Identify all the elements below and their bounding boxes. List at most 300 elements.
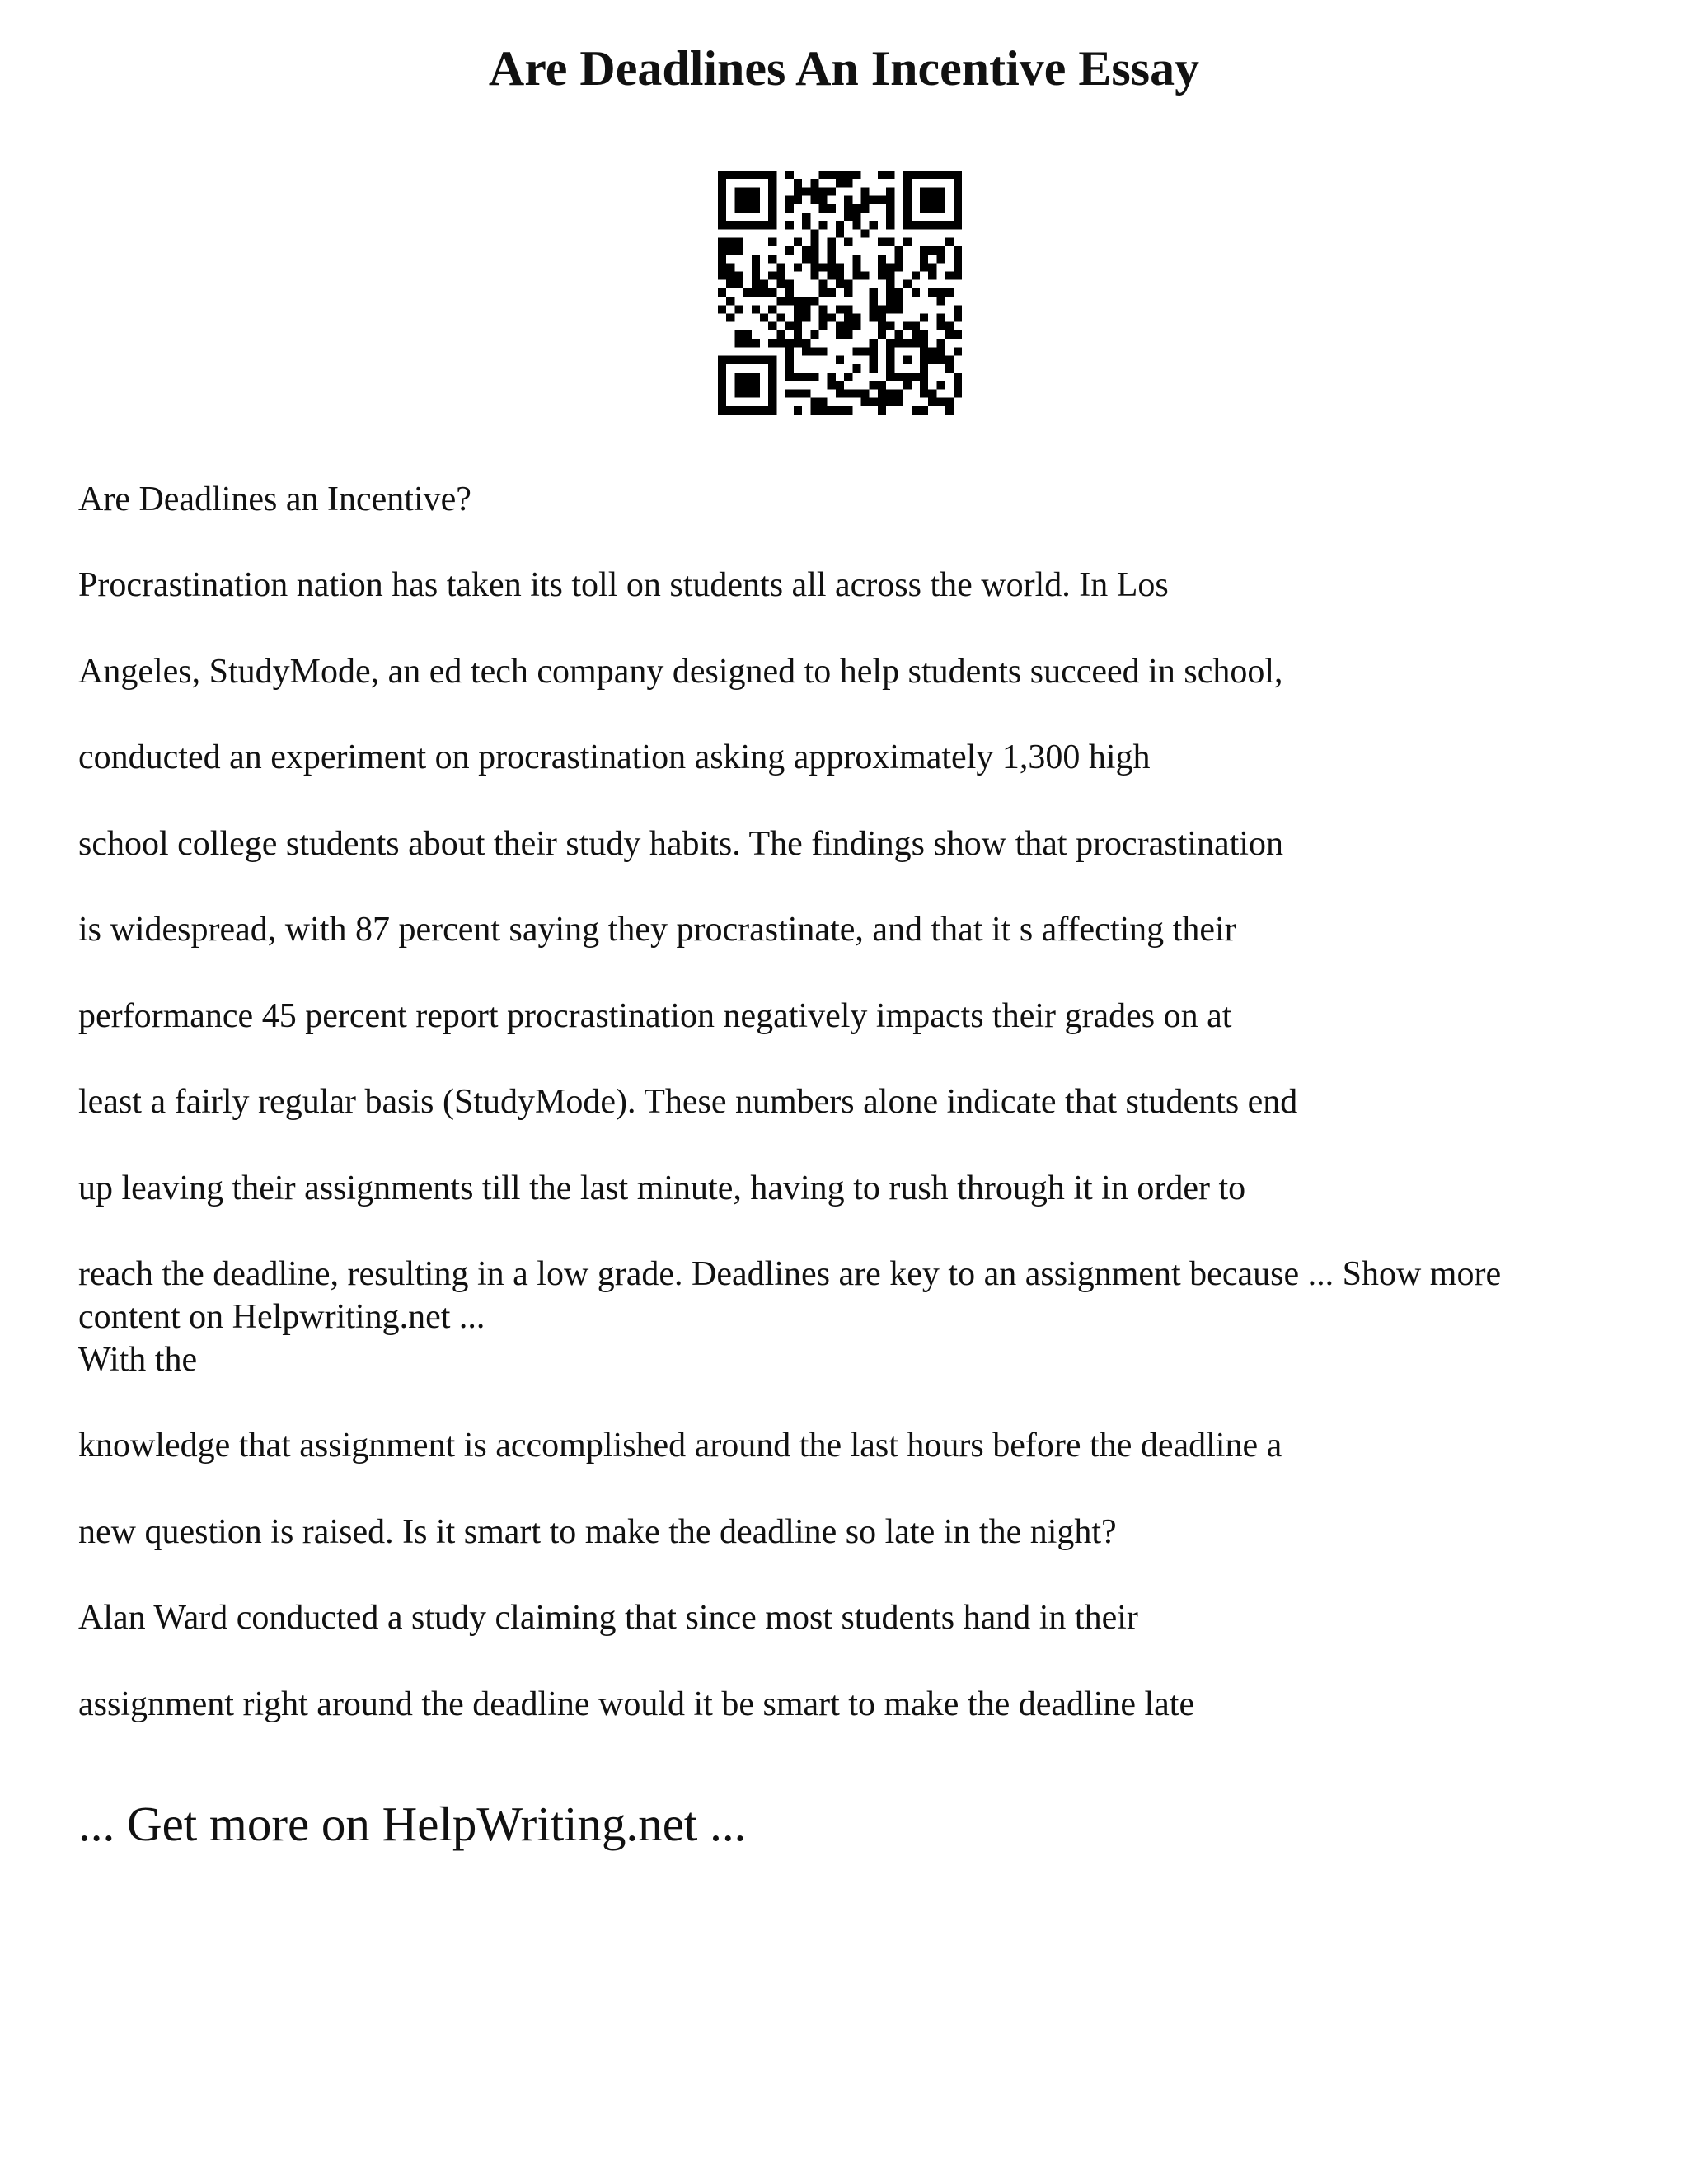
qr-module: [776, 297, 785, 305]
qr-module: [785, 322, 794, 330]
qr-module: [794, 314, 802, 322]
qr-module: [802, 373, 810, 381]
qr-module: [785, 171, 794, 179]
qr-module: [844, 373, 852, 381]
qr-module: [718, 238, 726, 246]
qr-module: [878, 263, 886, 271]
qr-module: [768, 187, 776, 195]
qr-module: [743, 221, 752, 229]
qr-module: [734, 381, 743, 389]
qr-module: [954, 221, 962, 229]
qr-code-icon: [718, 171, 962, 415]
qr-module: [954, 373, 962, 381]
qr-module: [743, 339, 752, 347]
qr-module: [785, 356, 794, 364]
qr-module: [903, 196, 912, 204]
qr-module: [810, 373, 818, 381]
qr-module: [878, 406, 886, 415]
qr-module: [752, 288, 760, 297]
qr-module: [878, 389, 886, 397]
qr-module: [886, 322, 894, 330]
qr-module: [844, 238, 852, 246]
qr-module: [920, 263, 928, 271]
qr-module: [810, 297, 818, 305]
paragraph-line: school college students about their study habits. The findings show that procrastination: [78, 825, 1283, 863]
paragraph-line: Procrastination nation has taken its toll on students all across the world. In Los: [78, 566, 1169, 604]
qr-module: [776, 263, 785, 271]
qr-module: [886, 373, 894, 381]
qr-module: [718, 389, 726, 397]
qr-module: [870, 364, 878, 373]
qr-module: [802, 347, 810, 355]
qr-module: [852, 314, 860, 322]
qr-module: [752, 373, 760, 381]
paragraph-line: up leaving their assignments till the last minute, having to rush through it in order to: [78, 1169, 1246, 1207]
qr-module: [785, 288, 794, 297]
qr-module: [936, 171, 945, 179]
qr-module: [718, 255, 726, 263]
qr-module: [870, 297, 878, 305]
qr-module: [903, 213, 912, 221]
qr-module: [886, 305, 894, 313]
qr-module: [810, 238, 818, 246]
qr-module: [810, 330, 818, 339]
qr-module: [886, 204, 894, 213]
qr-module: [936, 297, 945, 305]
qr-module: [768, 389, 776, 397]
qr-module: [794, 339, 802, 347]
qr-module: [928, 288, 936, 297]
qr-module: [743, 204, 752, 213]
qr-module: [768, 213, 776, 221]
qr-module: [945, 406, 954, 415]
qr-module: [810, 263, 818, 271]
qr-module: [920, 381, 928, 389]
qr-module: [878, 255, 886, 263]
qr-module: [945, 364, 954, 373]
qr-module: [878, 381, 886, 389]
qr-module: [844, 204, 852, 213]
qr-module: [852, 271, 860, 279]
qr-module: [920, 339, 928, 347]
qr-module: [718, 263, 726, 271]
qr-module: [844, 171, 852, 179]
qr-module: [836, 263, 844, 271]
qr-module: [760, 171, 768, 179]
qr-module: [886, 288, 894, 297]
qr-module: [785, 221, 794, 229]
qr-module: [836, 330, 844, 339]
qr-module: [928, 271, 936, 279]
qr-module: [945, 221, 954, 229]
qr-module: [903, 221, 912, 229]
qr-module: [886, 364, 894, 373]
qr-module: [886, 271, 894, 279]
qr-module: [760, 406, 768, 415]
qr-module: [870, 339, 878, 347]
qr-module: [718, 305, 726, 313]
qr-module: [912, 322, 920, 330]
qr-module: [928, 171, 936, 179]
qr-module: [912, 330, 920, 339]
qr-module: [852, 389, 860, 397]
paragraph-line: new question is raised. Is it smart to make the deadline so late in the night?: [78, 1513, 1117, 1551]
qr-module: [768, 288, 776, 297]
qr-module: [828, 246, 836, 255]
qr-module: [776, 330, 785, 339]
qr-module: [810, 196, 818, 204]
qr-module: [936, 288, 945, 297]
qr-module: [954, 196, 962, 204]
qr-module: [912, 271, 920, 279]
qr-module: [818, 322, 827, 330]
qr-module: [794, 179, 802, 187]
qr-module: [802, 297, 810, 305]
qr-module: [936, 339, 945, 347]
qr-module: [836, 322, 844, 330]
paragraph-line: conducted an experiment on procrastination asking approximately 1,300 high: [78, 738, 1151, 776]
qr-module: [752, 255, 760, 263]
qr-module: [861, 389, 870, 397]
qr-module: [844, 389, 852, 397]
qr-module: [886, 339, 894, 347]
qr-module: [954, 213, 962, 221]
qr-module: [920, 196, 928, 204]
qr-module: [752, 339, 760, 347]
qr-module: [878, 271, 886, 279]
qr-module: [870, 314, 878, 322]
qr-module: [903, 373, 912, 381]
qr-module: [912, 171, 920, 179]
qr-module: [734, 246, 743, 255]
qr-module: [776, 314, 785, 322]
qr-module: [734, 389, 743, 397]
qr-module: [828, 373, 836, 381]
qr-module: [945, 322, 954, 330]
qr-module: [903, 171, 912, 179]
qr-module: [945, 271, 954, 279]
qr-module: [734, 305, 743, 313]
qr-module: [936, 246, 945, 255]
qr-module: [768, 221, 776, 229]
qr-module: [894, 339, 903, 347]
qr-module: [734, 373, 743, 381]
qr-module: [912, 406, 920, 415]
qr-module: [886, 213, 894, 221]
qr-module: [794, 297, 802, 305]
qr-module: [903, 238, 912, 246]
qr-module: [836, 179, 844, 187]
qr-module: [886, 187, 894, 195]
qr-module: [752, 204, 760, 213]
qr-module: [870, 196, 878, 204]
qr-module: [852, 263, 860, 271]
qr-module: [768, 322, 776, 330]
qr-module: [802, 255, 810, 263]
qr-module: [768, 204, 776, 213]
qr-module: [861, 347, 870, 355]
qr-module: [936, 381, 945, 389]
qr-module: [818, 314, 827, 322]
qr-module: [810, 246, 818, 255]
paragraph-line: Angeles, StudyMode, an ed tech company designed to help students succeed in school,: [78, 653, 1283, 691]
essay-heading: Are Deadlines an Incentive?: [78, 480, 471, 518]
qr-module: [768, 381, 776, 389]
qr-module: [928, 187, 936, 195]
qr-module: [810, 406, 818, 415]
qr-module: [878, 196, 886, 204]
qr-module: [828, 271, 836, 279]
qr-module: [760, 280, 768, 288]
qr-module: [718, 406, 726, 415]
qr-module: [818, 263, 827, 271]
qr-module: [718, 288, 726, 297]
qr-module: [844, 179, 852, 187]
qr-module: [903, 356, 912, 364]
qr-module: [794, 263, 802, 271]
qr-module: [878, 238, 886, 246]
qr-module: [894, 263, 903, 271]
qr-module: [785, 339, 794, 347]
qr-module: [794, 373, 802, 381]
qr-module: [912, 339, 920, 347]
qr-module: [912, 221, 920, 229]
qr-module: [802, 305, 810, 313]
qr-module: [928, 221, 936, 229]
qr-module: [928, 246, 936, 255]
qr-module: [945, 356, 954, 364]
qr-module: [920, 389, 928, 397]
qr-module: [945, 171, 954, 179]
qr-module: [828, 314, 836, 322]
qr-module: [768, 364, 776, 373]
qr-module: [894, 389, 903, 397]
qr-module: [718, 373, 726, 381]
qr-module: [844, 288, 852, 297]
qr-module: [903, 204, 912, 213]
qr-module: [945, 330, 954, 339]
qr-module: [718, 204, 726, 213]
qr-module: [734, 271, 743, 279]
qr-module: [752, 171, 760, 179]
qr-module: [726, 314, 734, 322]
qr-module: [954, 271, 962, 279]
qr-module: [726, 280, 734, 288]
qr-module: [785, 373, 794, 381]
qr-module: [920, 406, 928, 415]
qr-module: [743, 373, 752, 381]
qr-module: [794, 238, 802, 246]
qr-module: [818, 347, 827, 355]
qr-module: [785, 204, 794, 213]
qr-module: [802, 213, 810, 221]
qr-module: [794, 406, 802, 415]
qr-module: [945, 238, 954, 246]
qr-module: [954, 314, 962, 322]
qr-module: [836, 305, 844, 313]
qr-module: [954, 204, 962, 213]
qr-module: [810, 255, 818, 263]
qr-module: [752, 305, 760, 313]
qr-module: [743, 356, 752, 364]
qr-module: [794, 187, 802, 195]
qr-module: [954, 171, 962, 179]
qr-module: [878, 398, 886, 406]
qr-module: [818, 406, 827, 415]
get-more-link[interactable]: ... Get more on HelpWriting.net ...: [78, 1797, 747, 1851]
qr-module: [870, 347, 878, 355]
qr-module: [718, 364, 726, 373]
qr-module: [743, 288, 752, 297]
qr-module: [894, 246, 903, 255]
qr-module: [768, 373, 776, 381]
qr-module: [802, 187, 810, 195]
qr-module: [828, 263, 836, 271]
qr-module: [852, 204, 860, 213]
qr-module: [928, 263, 936, 271]
qr-module: [785, 297, 794, 305]
qr-module: [768, 271, 776, 279]
qr-module: [844, 314, 852, 322]
qr-module: [718, 221, 726, 229]
qr-module: [734, 171, 743, 179]
paragraph-line: assignment right around the deadline would it be smart to make the deadline late: [78, 1685, 1195, 1723]
qr-module: [818, 288, 827, 297]
qr-module: [886, 347, 894, 355]
qr-module: [828, 288, 836, 297]
qr-module: [776, 280, 785, 288]
qr-module: [810, 179, 818, 187]
qr-module: [894, 398, 903, 406]
qr-module: [802, 389, 810, 397]
qr-module: [768, 356, 776, 364]
qr-module: [928, 398, 936, 406]
qr-module: [752, 271, 760, 279]
qr-module: [828, 406, 836, 415]
qr-module: [936, 398, 945, 406]
qr-module: [928, 204, 936, 213]
qr-module: [726, 263, 734, 271]
qr-module: [802, 314, 810, 322]
qr-module: [894, 288, 903, 297]
qr-module: [752, 221, 760, 229]
qr-module: [920, 330, 928, 339]
qr-module: [852, 255, 860, 263]
qr-module: [886, 280, 894, 288]
qr-module: [794, 322, 802, 330]
qr-module: [954, 381, 962, 389]
qr-module: [936, 314, 945, 322]
qr-module: [785, 246, 794, 255]
qr-module: [776, 339, 785, 347]
qr-module: [928, 196, 936, 204]
qr-module: [828, 204, 836, 213]
qr-module: [752, 381, 760, 389]
qr-module: [836, 229, 844, 237]
qr-module: [886, 356, 894, 364]
qr-module: [836, 171, 844, 179]
qr-module: [794, 196, 802, 204]
qr-module: [752, 389, 760, 397]
qr-module: [734, 204, 743, 213]
qr-module: [920, 255, 928, 263]
qr-module: [945, 398, 954, 406]
qr-module: [726, 406, 734, 415]
qr-module: [818, 171, 827, 179]
qr-module: [870, 221, 878, 229]
qr-module: [954, 179, 962, 187]
paragraph-line-show-more: reach the deadline, resulting in a low grade. Deadlines are key to an assignment because ... Show more: [78, 1255, 1502, 1293]
qr-module: [810, 187, 818, 195]
qr-module: [954, 263, 962, 271]
qr-module: [743, 330, 752, 339]
qr-module: [954, 347, 962, 355]
qr-module: [844, 213, 852, 221]
qr-module: [743, 196, 752, 204]
qr-module: [836, 280, 844, 288]
qr-module: [828, 171, 836, 179]
qr-module: [718, 213, 726, 221]
qr-module: [936, 347, 945, 355]
qr-module: [928, 356, 936, 364]
qr-module: [936, 255, 945, 263]
qr-module: [920, 347, 928, 355]
qr-module: [734, 196, 743, 204]
qr-module: [954, 187, 962, 195]
paragraph-line-show-more-cont: content on Helpwriting.net ...: [78, 1298, 485, 1336]
qr-module: [894, 255, 903, 263]
qr-module: [734, 406, 743, 415]
qr-module: [903, 339, 912, 347]
qr-module: [743, 171, 752, 179]
qr-module: [852, 347, 860, 355]
qr-module: [768, 406, 776, 415]
qr-module: [718, 381, 726, 389]
qr-module: [743, 406, 752, 415]
qr-module: [818, 196, 827, 204]
qr-module: [752, 356, 760, 364]
qr-module: [818, 280, 827, 288]
qr-module: [870, 398, 878, 406]
qr-module: [752, 263, 760, 271]
qr-module: [920, 356, 928, 364]
qr-module: [870, 288, 878, 297]
qr-module: [903, 322, 912, 330]
qr-module: [878, 314, 886, 322]
qr-module: [828, 238, 836, 246]
qr-module: [836, 389, 844, 397]
qr-module: [785, 196, 794, 204]
qr-module: [920, 204, 928, 213]
qr-module: [886, 221, 894, 229]
qr-module: [734, 339, 743, 347]
qr-module: [936, 356, 945, 364]
qr-module: [726, 238, 734, 246]
qr-module: [752, 280, 760, 288]
qr-module: [726, 356, 734, 364]
qr-module: [718, 196, 726, 204]
qr-module: [936, 221, 945, 229]
paragraph-line: is widespread, with 87 percent saying they procrastinate, and that it s affecting their: [78, 911, 1236, 949]
qr-module: [928, 347, 936, 355]
qr-module: [870, 305, 878, 313]
qr-module: [760, 221, 768, 229]
qr-module: [734, 221, 743, 229]
qr-module: [852, 364, 860, 373]
qr-module: [852, 171, 860, 179]
qr-module: [760, 356, 768, 364]
qr-module: [954, 389, 962, 397]
